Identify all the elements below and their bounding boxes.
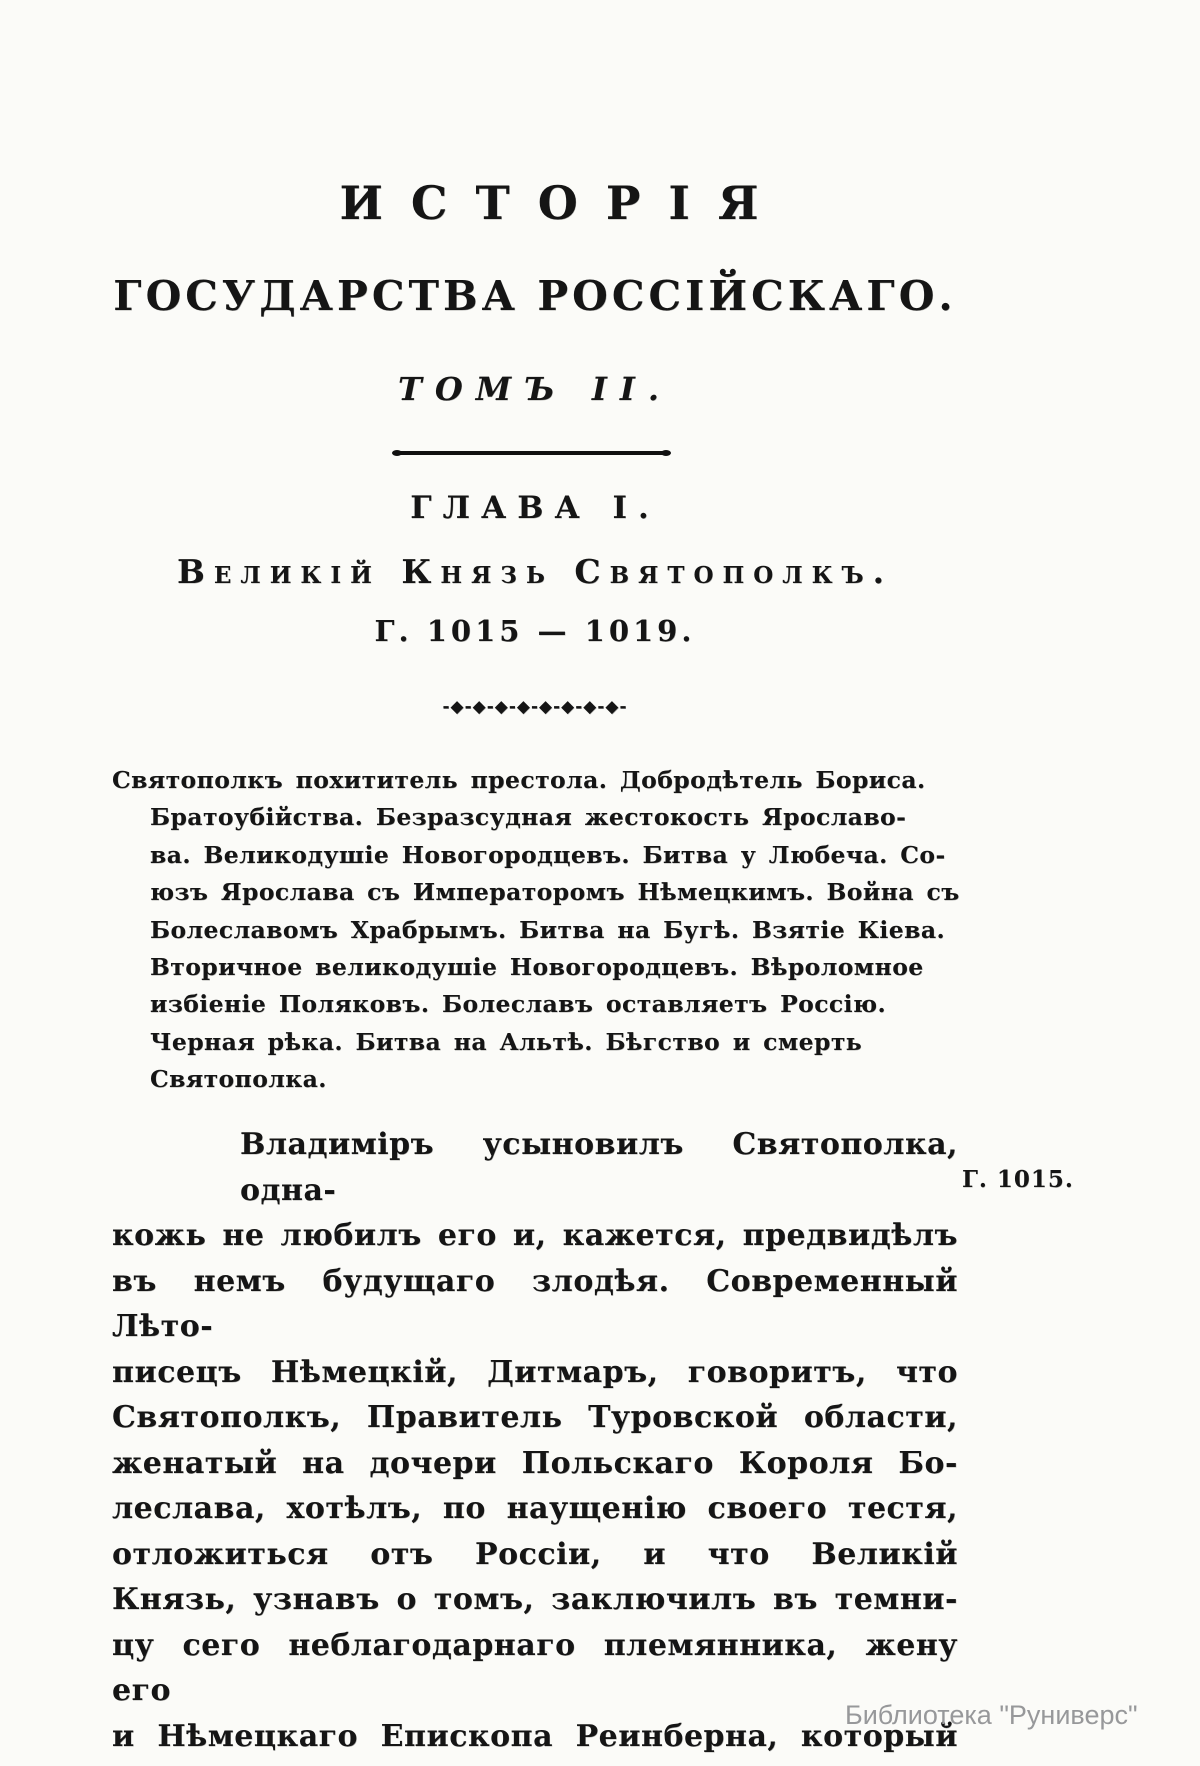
chapter-title: Великій Князь Святополкъ. xyxy=(176,552,894,591)
summary-line: Братоубійства. Безразсудная жестокость Ярославо- xyxy=(150,803,907,832)
body-line: Князь, узнавъ о томъ, заключилъ въ темни- xyxy=(112,1582,958,1617)
summary-line: Болеславомъ Храбрымъ. Битва на Бугѣ. Взятіе Кіева. xyxy=(150,915,946,944)
summary-line: ва. Великодушіе Новогородцевъ. Битва у Любеча. Со- xyxy=(150,840,946,869)
summary-line: юзъ Ярослава съ Императоромъ Нѣмецкимъ. Война съ xyxy=(150,878,960,907)
book-title: ИСТОРІЯ xyxy=(339,176,787,230)
body-line: въ немъ будущаго злодѣя. Современный Лѣто- xyxy=(112,1263,958,1344)
chapter-summary xyxy=(112,762,960,1099)
margin-year-note: Г. 1015. xyxy=(962,1166,1074,1193)
body-line: леслава, хотѣлъ, по наущенію своего тестя, xyxy=(112,1491,958,1526)
body-line: и Нѣмецкаго Епископа Реинберна, который xyxy=(112,1718,958,1754)
summary-line: Святополкъ похититель престола. Добродѣтель Бориса. xyxy=(112,766,926,794)
book-subtitle: ГОСУДАРСТВА РОССІЙСКАГО. xyxy=(113,272,957,320)
body-line: отложиться отъ Россіи, и что Великій xyxy=(112,1536,958,1572)
body-paragraph xyxy=(112,1122,958,1759)
body-line: женатый на дочери Польскаго Короля Бо- xyxy=(112,1445,958,1481)
summary-line: Святополка. xyxy=(150,1065,327,1094)
ornament-divider-icon: -◆-◆-◆-◆-◆-◆-◆-◆- xyxy=(442,697,628,717)
volume-heading: ТОМЪ II. xyxy=(398,370,672,408)
summary-line: Черная рѣка. Битва на Альтѣ. Бѣгство и смерть xyxy=(150,1027,863,1056)
chapter-heading: ГЛАВА I. xyxy=(410,490,660,526)
body-line: цу сего неблагодарнаго племянника, жену его xyxy=(112,1627,958,1708)
summary-line: избіеніе Поляковъ. Болеславъ оставляетъ Россію. xyxy=(150,990,887,1019)
body-line: писецъ Нѣмецкій, Дитмаръ, говоритъ, что xyxy=(112,1354,958,1390)
body-line: Владиміръ усыновилъ Святополка, одна- xyxy=(240,1127,958,1208)
body-line: Святополкъ, Правитель Туровской области, xyxy=(112,1400,958,1435)
body-line: кожь не любилъ его и, кажется, предвидѣлъ xyxy=(112,1218,958,1253)
summary-line: Вторичное великодушіе Новогородцевъ. Вѣроломное xyxy=(150,953,924,982)
chapter-years: Г. 1015 — 1019. xyxy=(374,614,696,648)
divider-rule xyxy=(396,451,667,455)
library-watermark: Библиотека "Руниверс" xyxy=(845,1700,1138,1730)
